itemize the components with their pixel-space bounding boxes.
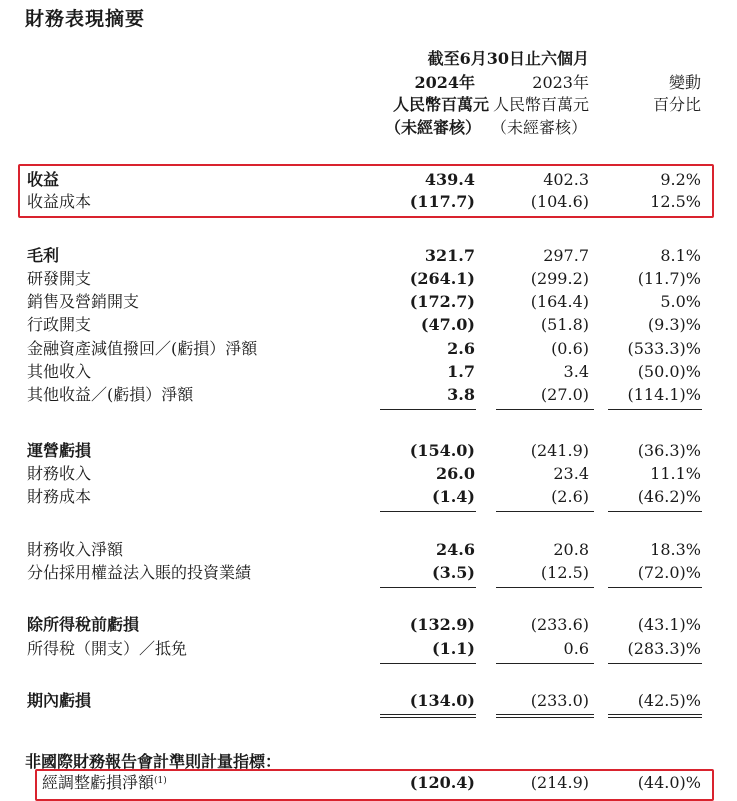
total-double-rule <box>496 717 594 718</box>
subtotal-rule <box>608 511 702 512</box>
value-change: (72.0)% <box>637 563 701 582</box>
value-2023: (12.5) <box>540 563 589 582</box>
table-row <box>0 562 737 584</box>
value-2024: (134.0) <box>409 691 475 710</box>
table-row <box>0 268 737 290</box>
value-2024: (172.7) <box>409 292 475 311</box>
table-row <box>0 638 737 660</box>
value-2023: (214.9) <box>530 773 589 792</box>
subtotal-rule <box>496 587 594 588</box>
value-2023: (164.4) <box>530 292 589 311</box>
row-label: 收益 <box>27 170 60 189</box>
page-title: 財務表現摘要 <box>25 8 146 30</box>
row-label: 收益成本 <box>27 192 92 211</box>
value-2023: (104.6) <box>530 192 589 211</box>
row-label: 所得稅（開支）／抵免 <box>27 639 188 658</box>
value-2024: (132.9) <box>409 615 475 634</box>
table-row <box>0 440 737 462</box>
subtotal-rule <box>608 663 702 664</box>
table-row <box>0 463 737 485</box>
table-row <box>0 314 737 336</box>
row-label: 財務成本 <box>27 487 92 506</box>
row-label: 毛利 <box>27 246 60 265</box>
value-2023: 402.3 <box>543 170 589 189</box>
subtotal-rule <box>608 587 702 588</box>
row-label: 期內虧損 <box>27 691 92 710</box>
value-change: (43.1)% <box>637 615 701 634</box>
value-change: (44.0)% <box>637 773 701 792</box>
value-2024: 321.7 <box>424 246 475 265</box>
table-row <box>0 361 737 383</box>
value-2024: (1.4) <box>432 487 475 506</box>
value-2023: (27.0) <box>540 385 589 404</box>
value-2024: (3.5) <box>432 563 475 582</box>
table-row <box>0 384 737 406</box>
col-2024-unit: 人民幣百萬元 <box>392 95 489 114</box>
value-2023: 297.7 <box>543 246 589 265</box>
value-2023: 20.8 <box>553 540 589 559</box>
period-header: 截至6月30日止六個月 <box>427 49 589 68</box>
table-row <box>0 169 737 191</box>
value-change: (50.0)% <box>637 362 701 381</box>
row-label: 其他收入 <box>27 362 92 381</box>
value-2024: (120.4) <box>409 773 475 792</box>
total-double-rule <box>496 714 594 715</box>
value-change: (11.7)% <box>637 269 701 288</box>
table-row <box>0 772 737 794</box>
value-2024: (154.0) <box>409 441 475 460</box>
row-label: 行政開支 <box>27 315 92 334</box>
subtotal-rule <box>380 511 476 512</box>
value-change: (42.5)% <box>637 691 701 710</box>
subtotal-rule <box>380 587 476 588</box>
col-2023-audit: （未經審核） <box>490 118 587 137</box>
row-label: 金融資產減值撥回／(虧損）淨額 <box>27 339 258 358</box>
row-label: 其他收益／(虧損）淨額 <box>27 385 194 404</box>
table-row <box>0 486 737 508</box>
table-row <box>0 539 737 561</box>
value-2023: (0.6) <box>551 339 589 358</box>
table-row <box>0 191 737 213</box>
col-change-title: 變動 <box>668 73 701 92</box>
total-double-rule <box>608 717 702 718</box>
value-change: 12.5% <box>650 192 701 211</box>
table-row <box>0 690 737 712</box>
value-2023: (233.6) <box>530 615 589 634</box>
value-change: (46.2)% <box>637 487 701 506</box>
adjusted-loss-label: 經調整虧損淨額 <box>42 773 155 792</box>
value-2023: (241.9) <box>530 441 589 460</box>
total-double-rule <box>380 714 476 715</box>
value-change: 18.3% <box>650 540 701 559</box>
value-2024: 1.7 <box>447 362 475 381</box>
value-2023: 0.6 <box>563 639 589 658</box>
value-change: (533.3)% <box>627 339 701 358</box>
row-label: 銷售及營銷開支 <box>27 292 140 311</box>
table-row <box>0 245 737 267</box>
subtotal-rule <box>380 663 476 664</box>
value-change: (36.3)% <box>637 441 701 460</box>
value-2024: 3.8 <box>447 385 475 404</box>
subtotal-rule <box>608 409 702 410</box>
table-row <box>0 291 737 313</box>
subtotal-rule <box>496 511 594 512</box>
col-change-unit: 百分比 <box>652 95 701 114</box>
value-2024: 26.0 <box>436 464 475 483</box>
row-label: 運營虧損 <box>27 441 92 460</box>
value-change: 9.2% <box>660 170 701 189</box>
value-2024: (264.1) <box>409 269 475 288</box>
non-gaap-heading: 非國際財務報告會計準則計量指標： <box>25 752 282 771</box>
value-2024: 439.4 <box>424 170 475 189</box>
table-row <box>0 338 737 360</box>
row-label: 財務收入 <box>27 464 92 483</box>
value-change: (114.1)% <box>627 385 701 404</box>
value-2023: 23.4 <box>553 464 589 483</box>
row-label: 除所得稅前虧損 <box>27 615 140 634</box>
col-2024-year: 2024年 <box>414 73 475 92</box>
value-2024: 2.6 <box>447 339 475 358</box>
col-2023-year: 2023年 <box>532 73 589 92</box>
value-change: (283.3)% <box>627 639 701 658</box>
value-2023: (233.0) <box>530 691 589 710</box>
footnote-marker: (1) <box>154 776 167 786</box>
subtotal-rule <box>496 409 594 410</box>
row-label: 財務收入淨額 <box>27 540 124 559</box>
row-label <box>42 772 167 794</box>
value-change: 8.1% <box>660 246 701 265</box>
value-2024: (117.7) <box>409 192 475 211</box>
col-2023-unit: 人民幣百萬元 <box>492 95 589 114</box>
value-2024: 24.6 <box>436 540 475 559</box>
value-2023: (299.2) <box>530 269 589 288</box>
row-label: 研發開支 <box>27 269 92 288</box>
subtotal-rule <box>380 409 476 410</box>
table-row <box>0 614 737 636</box>
value-change: 5.0% <box>660 292 701 311</box>
value-2024: (47.0) <box>420 315 475 334</box>
row-label: 分佔採用權益法入賬的投資業績 <box>27 563 252 582</box>
total-double-rule <box>608 714 702 715</box>
value-change: 11.1% <box>650 464 701 483</box>
value-2023: (51.8) <box>540 315 589 334</box>
value-2024: (1.1) <box>432 639 475 658</box>
value-2023: (2.6) <box>551 487 589 506</box>
value-2023: 3.4 <box>563 362 589 381</box>
col-2024-audit: （未經審核） <box>384 118 481 137</box>
value-change: (9.3)% <box>647 315 701 334</box>
subtotal-rule <box>496 663 594 664</box>
total-double-rule <box>380 717 476 718</box>
